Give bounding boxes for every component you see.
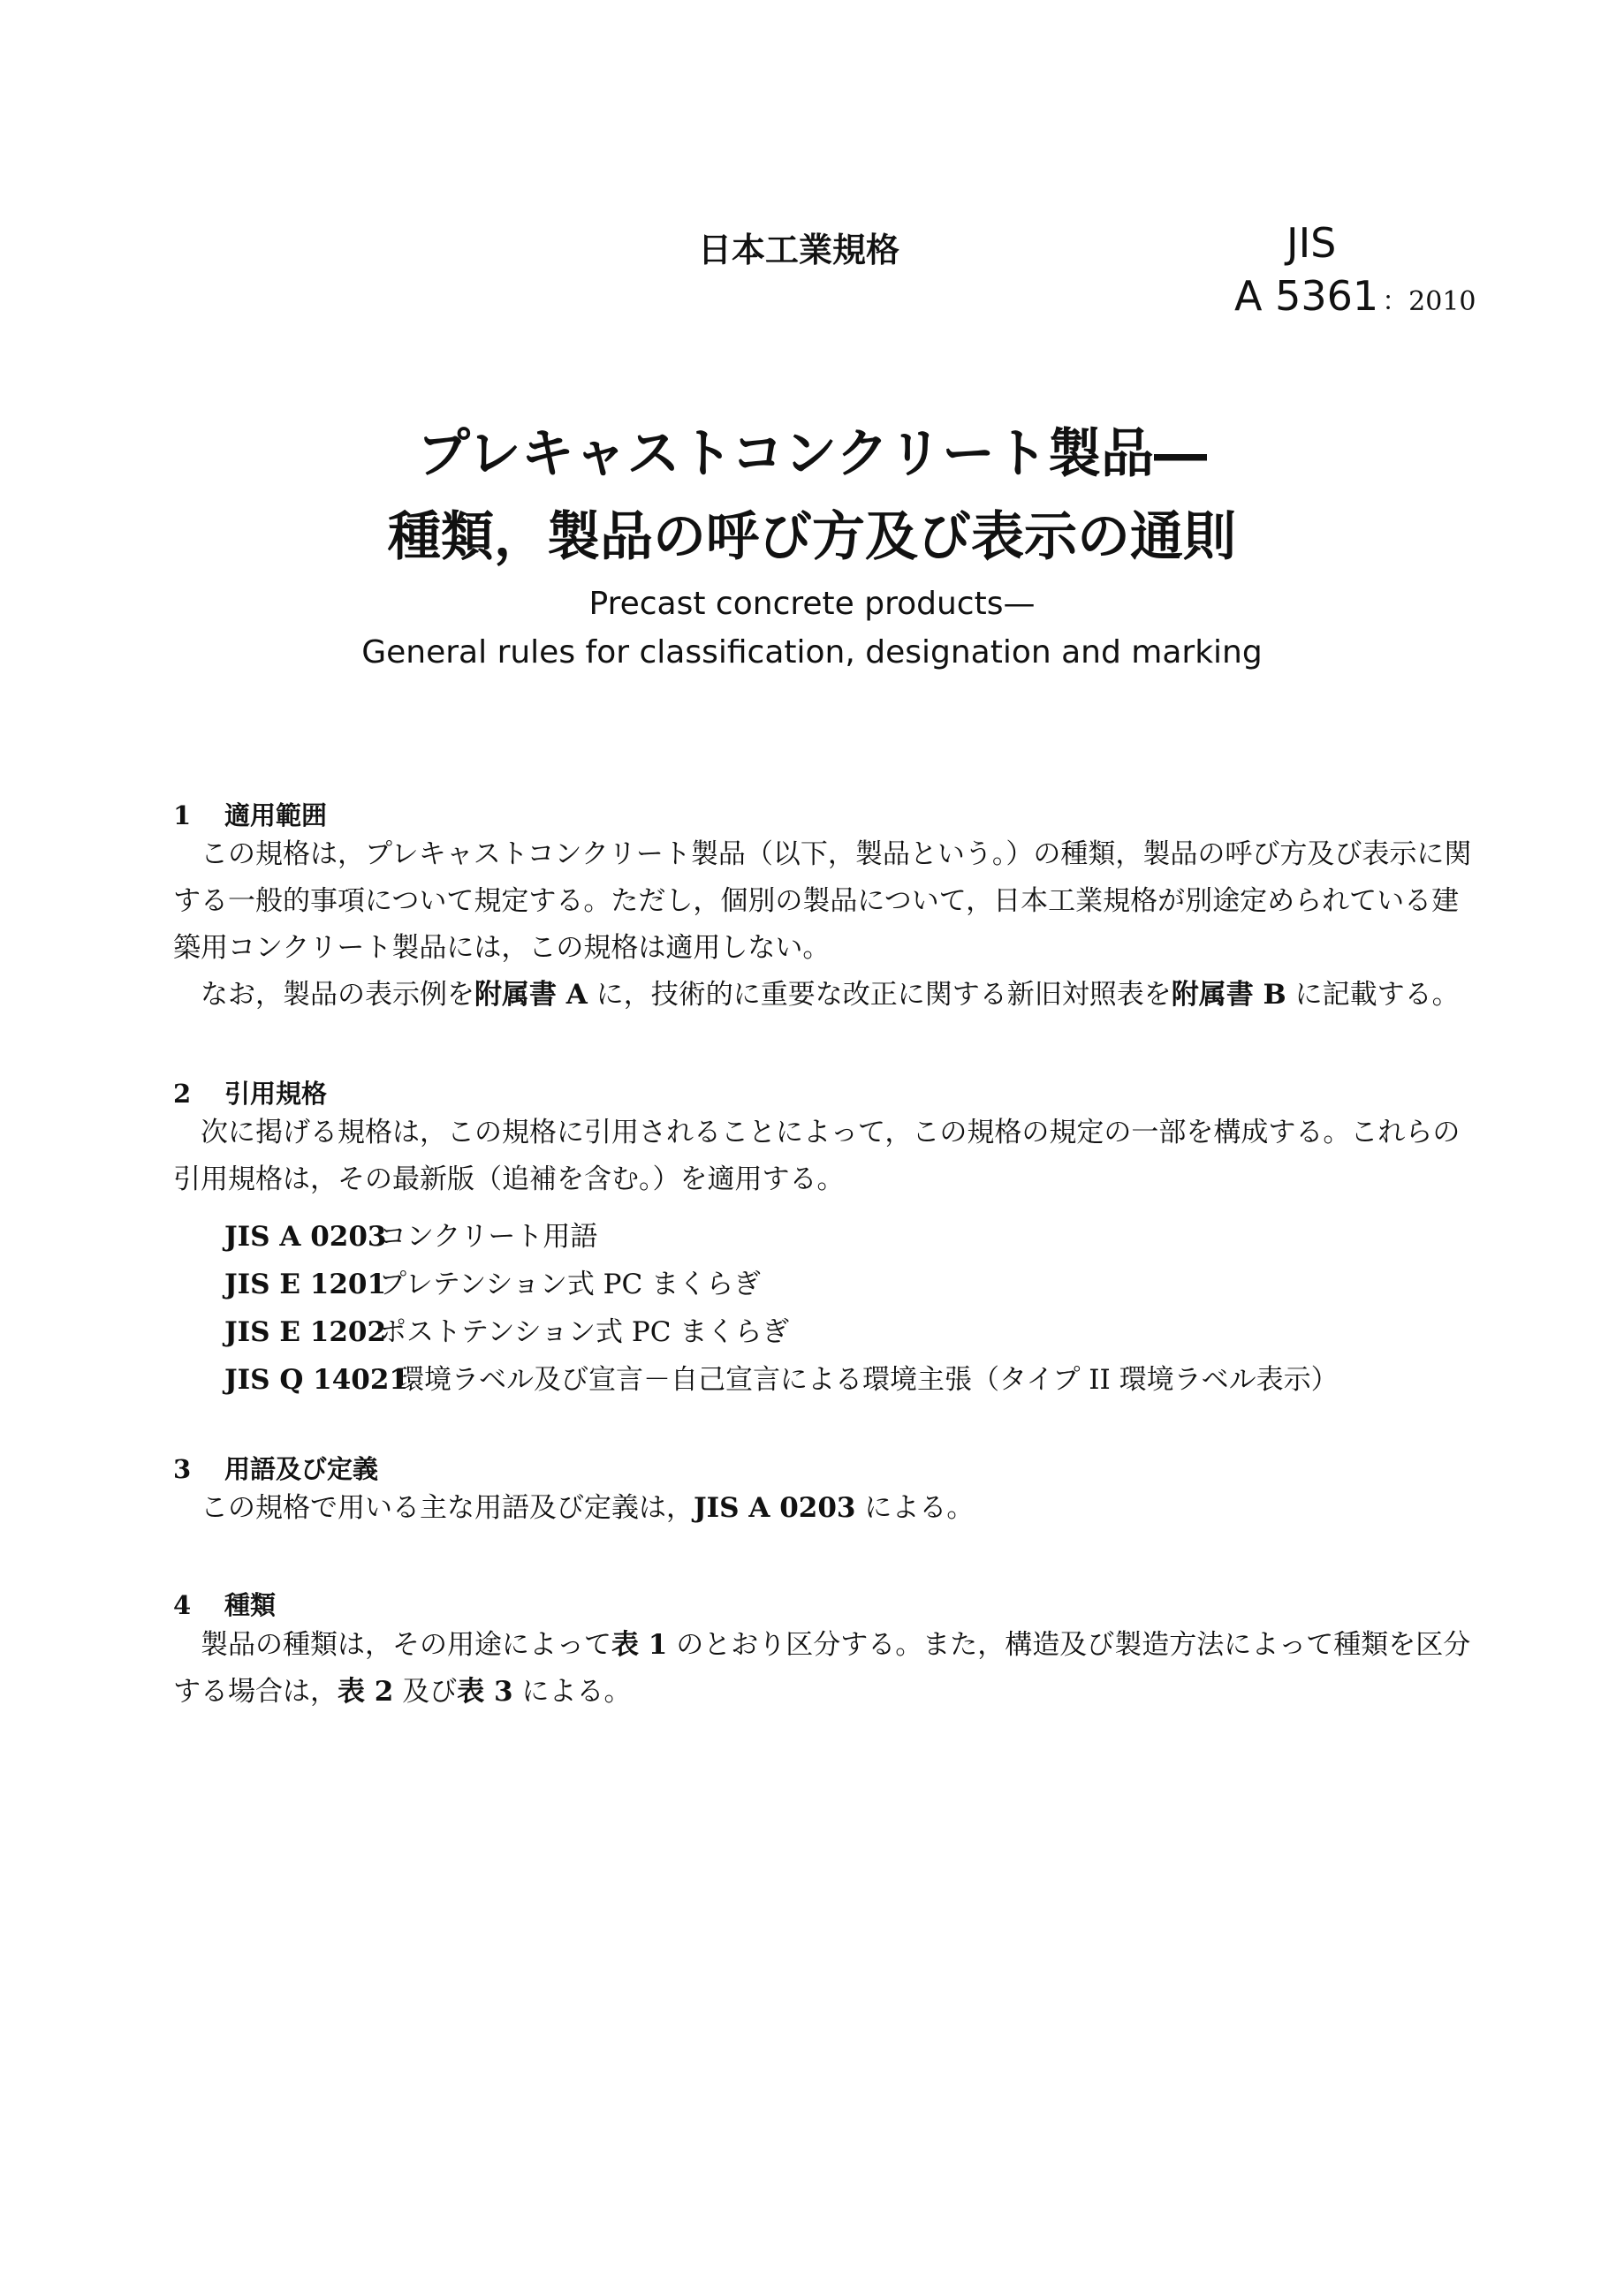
section-1-paragraph-line: この規格は，プレキャストコンクリート製品（以下，製品という。）の種類，製品の呼び方及び表示に関: [201, 838, 1472, 870]
jis-a-0203-reference: JIS A 0203: [694, 1492, 856, 1524]
section-title: 用語及び定義: [224, 1454, 379, 1484]
section-1-heading: [173, 796, 327, 832]
table-1-reference: 表 1: [611, 1629, 668, 1661]
section-4-heading: [173, 1586, 276, 1622]
text-run: に，技術的に重要な改正に関する新旧対照表を: [587, 979, 1172, 1011]
section-number: 3: [173, 1454, 192, 1484]
title-english-line-2: General rules for classification, designation and marking: [361, 634, 1263, 671]
reference-title: プレテンション式 PC まくらぎ: [379, 1269, 762, 1300]
title-japanese-line-2: 種類，製品の呼び方及び表示の通則: [388, 506, 1236, 568]
reference-title: コンクリート用語: [379, 1221, 598, 1253]
section-title: 引用規格: [224, 1079, 328, 1109]
standard-code: A 5361: [1234, 272, 1379, 320]
title-japanese-line-1: プレキャストコンクリート製品―: [417, 423, 1207, 485]
section-2-paragraph-line: 引用規格は，その最新版（追補を含む。）を適用する。: [173, 1163, 845, 1195]
section-number: 4: [173, 1590, 192, 1620]
section-2-paragraph-line: 次に掲げる規格は，この規格に引用されることによって，この規格の規定の一部を構成する。これらの: [201, 1117, 1461, 1148]
text-run: なお，製品の表示例を: [201, 979, 474, 1011]
annex-a-reference: 附属書 A: [474, 979, 588, 1011]
annex-b-reference: 附属書 B: [1171, 979, 1286, 1011]
title-english-line-1: Precast concrete products—: [588, 586, 1036, 622]
reference-code: JIS E 1201: [224, 1269, 387, 1300]
section-number: 2: [173, 1079, 192, 1109]
text-run: に記載する。: [1286, 979, 1460, 1011]
standard-year: ：2010: [1382, 286, 1476, 317]
text-run: による。: [855, 1492, 975, 1524]
table-3-reference: 表 3: [457, 1676, 513, 1708]
normative-reference-item: [224, 1309, 789, 1349]
normative-reference-item: [224, 1262, 761, 1301]
organization-name: 日本工業規格: [698, 231, 900, 269]
section-1-note-line: [201, 981, 1460, 1009]
text-run: 及び: [393, 1676, 458, 1708]
section-1-paragraph-line: する一般的事項について規定する。ただし，個別の製品について，日本工業規格が別途定められている建: [173, 885, 1460, 917]
section-number: 1: [173, 800, 192, 830]
text-run: する場合は，: [173, 1676, 338, 1708]
section-4-paragraph-line: [201, 1629, 1471, 1661]
text-run: のとおり区分する。また，構造及び製造方法によって種類を区分: [667, 1629, 1471, 1661]
table-2-reference: 表 2: [338, 1676, 394, 1708]
text-run: 製品の種類は，その用途によって: [201, 1629, 611, 1661]
section-2-heading: [173, 1074, 327, 1110]
section-title: 適用範囲: [224, 800, 328, 830]
text-run: この規格で用いる主な用語及び定義は，: [201, 1492, 694, 1524]
section-3-paragraph-line: [201, 1492, 975, 1524]
standard-number: [1234, 272, 1476, 320]
text-run: による。: [512, 1676, 632, 1708]
reference-title: ポストテンション式 PC まくらぎ: [379, 1316, 790, 1348]
reference-title: 環境ラベル及び宣言－自己宣言による環境主張（タイプ II 環境ラベル表示）: [397, 1364, 1339, 1396]
section-title: 種類: [224, 1590, 277, 1620]
normative-reference-item: [224, 1357, 1339, 1397]
reference-code: JIS E 1202: [224, 1316, 387, 1348]
section-4-paragraph-line: [173, 1678, 631, 1706]
reference-code: JIS Q 14021: [224, 1364, 408, 1396]
section-1-paragraph-line: 築用コンクリート製品には，この規格は適用しない。: [173, 932, 831, 964]
section-3-heading: [173, 1450, 378, 1486]
jis-label: JIS: [1286, 219, 1337, 267]
normative-reference-item: [224, 1214, 597, 1254]
reference-code: JIS A 0203: [224, 1221, 387, 1253]
